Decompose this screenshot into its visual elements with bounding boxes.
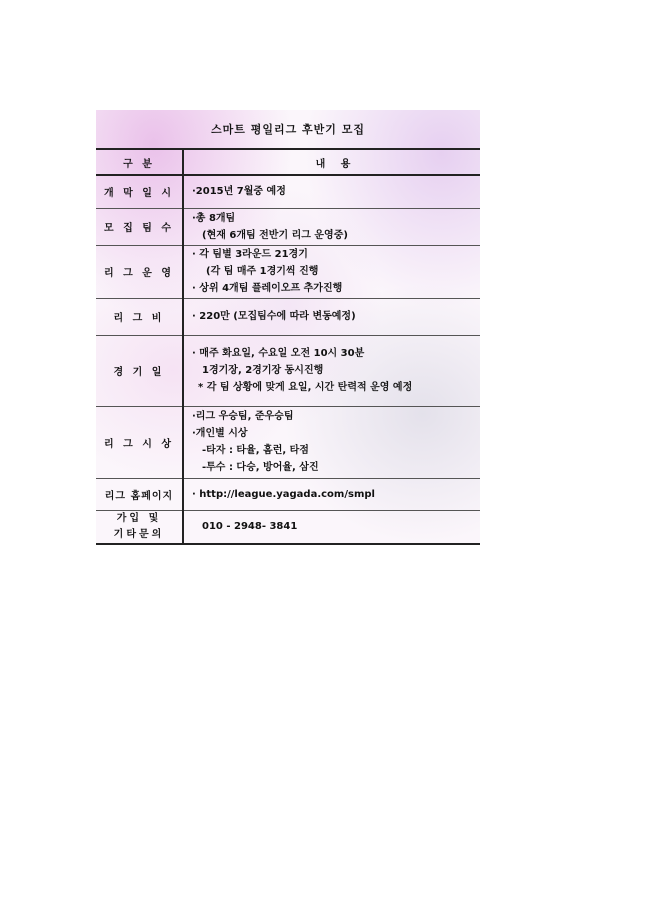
row-label-line: 가입 및 bbox=[116, 512, 162, 524]
content-line: · 220만 (모집팀수에 따라 변동예정) bbox=[192, 311, 356, 322]
content-line: ·개인별 시상 bbox=[192, 428, 248, 439]
content-line: ·리그 우승팀, 준우승팀 bbox=[192, 411, 294, 422]
content-line: (각 팀 매주 1경기씩 진행 bbox=[206, 266, 319, 277]
content-line: (현재 6개팀 전반기 리그 운영중) bbox=[202, 229, 348, 241]
table-header-row bbox=[96, 149, 480, 175]
row-label: 경 기 일 bbox=[96, 335, 183, 406]
row-label: 리 그 운 영 bbox=[96, 245, 183, 298]
row-label: 리그 홈페이지 bbox=[96, 478, 183, 510]
homepage-link[interactable]: · http://league.yagada.com/smpl bbox=[192, 488, 375, 500]
row-label-line: 기타문의 bbox=[113, 528, 165, 540]
row-content bbox=[183, 510, 480, 544]
row-content bbox=[183, 245, 480, 298]
content-line: -투수 : 다승, 방어율, 삼진 bbox=[202, 462, 319, 473]
table-row bbox=[96, 510, 480, 544]
row-content bbox=[183, 298, 480, 335]
table-row bbox=[96, 298, 480, 335]
content-line: 1경기장, 2경기장 동시진행 bbox=[202, 365, 324, 376]
row-content bbox=[183, 478, 480, 510]
content-line: ·2015년 7월중 예정 bbox=[192, 186, 286, 198]
content-line: · 각 팀별 3라운드 21경기 bbox=[192, 249, 308, 260]
content-line: * 각 팀 상황에 맞게 요일, 시간 탄력적 운영 예정 bbox=[198, 382, 413, 393]
header-content: 내 용 bbox=[315, 158, 357, 170]
table-row bbox=[96, 478, 480, 510]
table-row bbox=[96, 175, 480, 208]
row-label: 모 집 팀 수 bbox=[96, 208, 183, 245]
row-label bbox=[96, 510, 183, 544]
header-category: 구 분 bbox=[96, 149, 183, 175]
content-line: · 상위 4개팀 플레이오프 추가진행 bbox=[192, 283, 343, 294]
content-line: ·총 8개팀 bbox=[192, 212, 236, 224]
table-row bbox=[96, 335, 480, 406]
row-content bbox=[183, 208, 480, 245]
row-label: 리 그 비 bbox=[96, 298, 183, 335]
info-table bbox=[96, 148, 480, 545]
row-label: 리 그 시 상 bbox=[96, 406, 183, 478]
table-row bbox=[96, 406, 480, 478]
content-line: · 매주 화요일, 수요일 오전 10시 30분 bbox=[192, 348, 365, 359]
document-page bbox=[96, 110, 480, 544]
row-content bbox=[183, 175, 480, 208]
row-label: 개 막 일 시 bbox=[96, 175, 183, 208]
row-content bbox=[183, 335, 480, 406]
document-title: 스마트 평일리그 후반기 모집 bbox=[211, 123, 365, 136]
table-row bbox=[96, 245, 480, 298]
table-row bbox=[96, 208, 480, 245]
row-content bbox=[183, 406, 480, 478]
content-line: -타자 : 타율, 홈런, 타점 bbox=[202, 445, 309, 456]
phone-number: 010 - 2948- 3841 bbox=[202, 521, 298, 533]
